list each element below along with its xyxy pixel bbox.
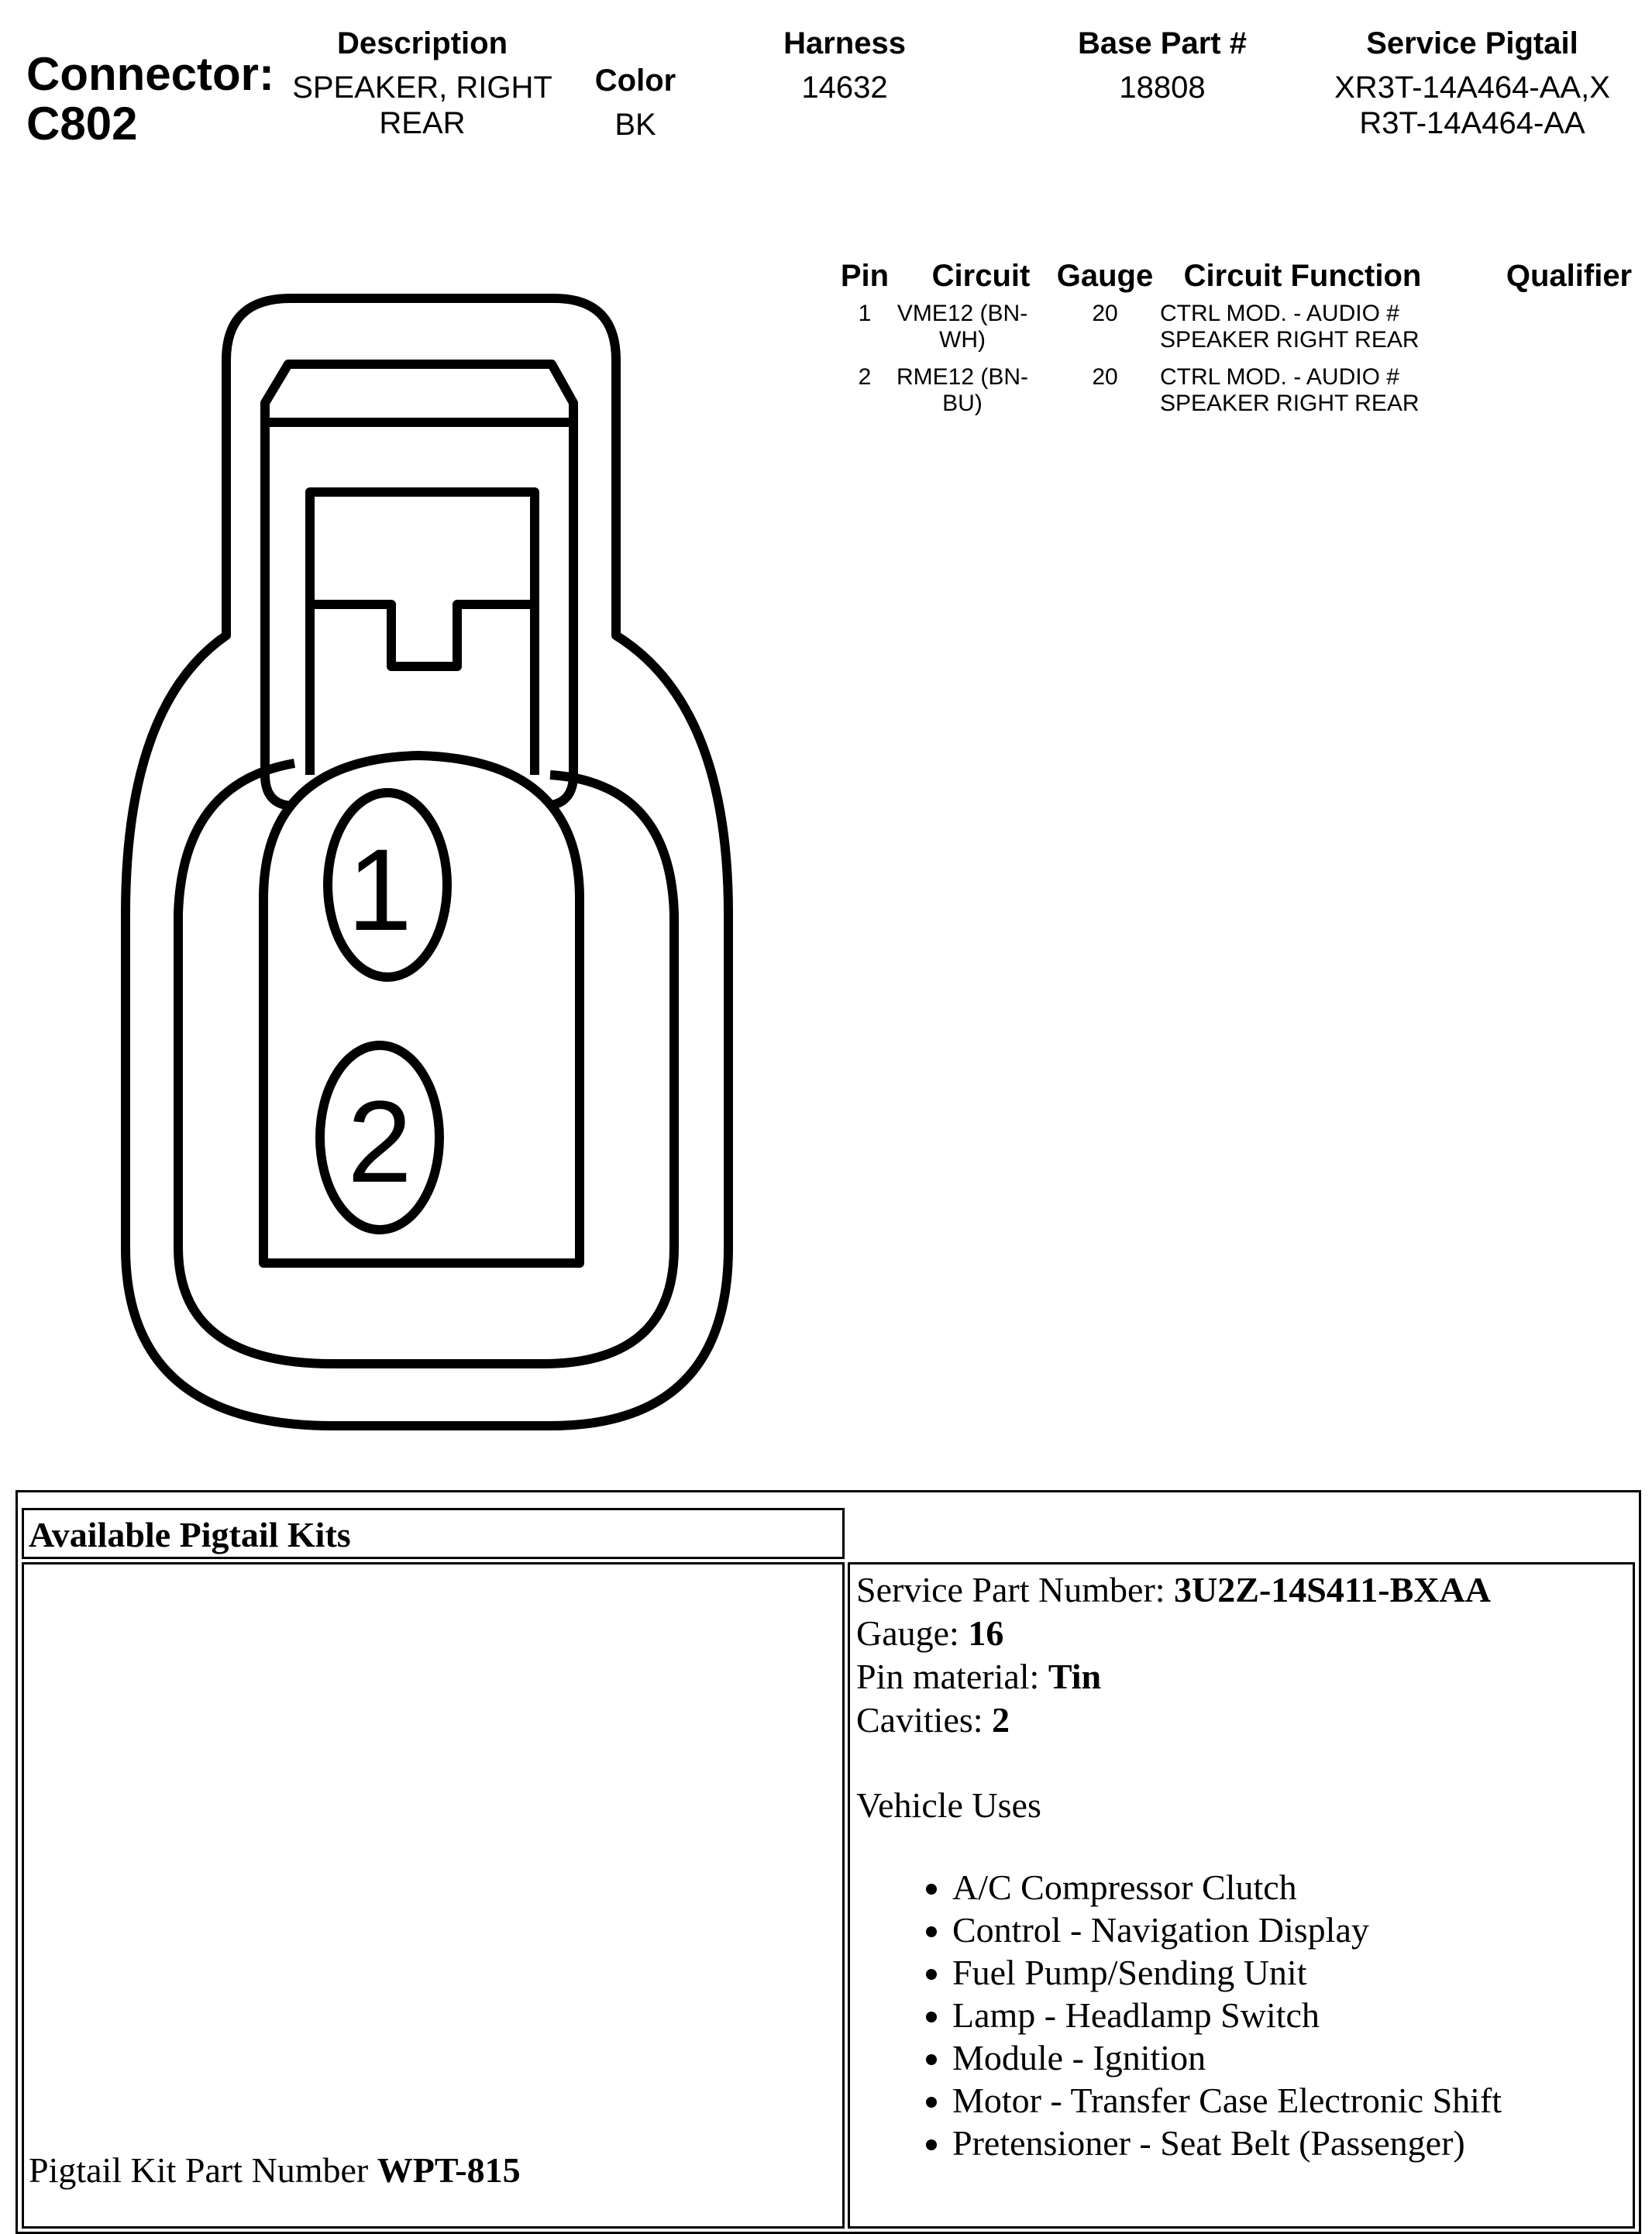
description-header: Description xyxy=(336,26,508,60)
gauge-column-header: Gauge xyxy=(1056,259,1154,293)
pin-column-header: Pin xyxy=(840,259,890,293)
service-pigtail-column xyxy=(1333,26,1612,141)
qualifier-column-header: Qualifier xyxy=(1506,259,1633,293)
row-1-circuit: VME12 (BN-WH) xyxy=(897,301,1028,353)
vehicle-uses-heading: Vehicle Uses xyxy=(856,1785,1041,1825)
kit-part-number-label: Pigtail Kit Part Number xyxy=(29,2150,369,2190)
pigtail-details-cell xyxy=(848,1562,1635,2229)
cavities-label: Cavities: xyxy=(856,1700,983,1740)
description-column xyxy=(279,26,566,141)
pigtail-kits-title-cell xyxy=(22,1508,845,1559)
color-value: BK xyxy=(614,108,656,142)
cavities-value: 2 xyxy=(992,1700,1010,1740)
description-value: SPEAKER, RIGHT REAR xyxy=(292,71,552,140)
row-1-pin: 1 xyxy=(858,301,872,326)
cavities-line xyxy=(856,1699,1627,1742)
service-pigtail-value: XR3T-14A464-AA,XR3T-14A464-AA xyxy=(1334,71,1610,140)
pin-material-label: Pin material: xyxy=(856,1657,1040,1696)
pin-2-label: 2 xyxy=(347,1076,412,1206)
table-row xyxy=(834,364,1652,428)
harness-value: 14632 xyxy=(801,71,888,105)
row-2-gauge: 20 xyxy=(1092,364,1118,390)
pigtail-kit-part-number xyxy=(29,2149,521,2192)
vehicle-uses-list xyxy=(856,1866,1627,2164)
list-item: • Lamp - Headlamp Switch xyxy=(952,1994,1627,2036)
connector-heading xyxy=(26,50,274,149)
function-column-header: Circuit Function xyxy=(1183,259,1422,293)
pin-1-label: 1 xyxy=(347,824,412,955)
service-part-number-line xyxy=(856,1568,1627,1612)
service-pigtail-header: Service Pigtail xyxy=(1366,26,1578,60)
table-row xyxy=(834,301,1652,364)
harness-column xyxy=(744,26,945,105)
kit-part-number-value: WPT-815 xyxy=(377,2150,521,2190)
service-part-number-value: 3U2Z-14S411-BXAA xyxy=(1174,1570,1491,1609)
list-item: • A/C Compressor Clutch xyxy=(952,1866,1627,1909)
list-item: • Control - Navigation Display xyxy=(952,1909,1627,1951)
pin-table-header-row xyxy=(834,259,1652,298)
row-1-function: CTRL MOD. - AUDIO # SPEAKER RIGHT REAR xyxy=(1160,301,1420,353)
connector-face-diagram xyxy=(0,279,790,1457)
row-1-gauge: 20 xyxy=(1092,301,1118,326)
list-item: • Fuel Pump/Sending Unit xyxy=(952,1951,1627,1994)
connector-label: Connector: xyxy=(26,48,274,100)
gauge-line xyxy=(856,1612,1627,1655)
row-2-circuit: RME12 (BN-BU) xyxy=(896,364,1029,416)
service-part-number-label: Service Part Number: xyxy=(856,1570,1165,1609)
row-2-function: CTRL MOD. - AUDIO # SPEAKER RIGHT REAR xyxy=(1160,364,1420,416)
pigtail-kits-title: Available Pigtail Kits xyxy=(29,1515,351,1554)
pin-table xyxy=(834,259,1652,428)
latch-tab xyxy=(310,492,535,775)
gauge-value: 16 xyxy=(968,1613,1004,1653)
gauge-label: Gauge: xyxy=(856,1613,959,1653)
connector-id: C802 xyxy=(26,98,138,150)
pigtail-kit-cell xyxy=(22,1562,845,2229)
pin-material-line xyxy=(856,1655,1627,1699)
list-item: • Motor - Transfer Case Electronic Shift xyxy=(952,2079,1627,2122)
row-2-pin: 2 xyxy=(858,364,872,390)
list-item: • Module - Ignition xyxy=(952,2036,1627,2079)
base-part-header: Base Part # xyxy=(1078,26,1247,60)
pigtail-details xyxy=(856,1568,1627,2164)
base-part-value: 18808 xyxy=(1119,71,1206,105)
base-part-column xyxy=(1038,26,1286,105)
color-column xyxy=(573,64,697,143)
color-header: Color xyxy=(594,64,676,98)
pin-material-value: Tin xyxy=(1048,1657,1102,1696)
list-item: • Pretensioner - Seat Belt (Passenger) xyxy=(952,2122,1627,2164)
circuit-column-header: Circuit xyxy=(931,259,1031,293)
harness-header: Harness xyxy=(783,26,906,60)
